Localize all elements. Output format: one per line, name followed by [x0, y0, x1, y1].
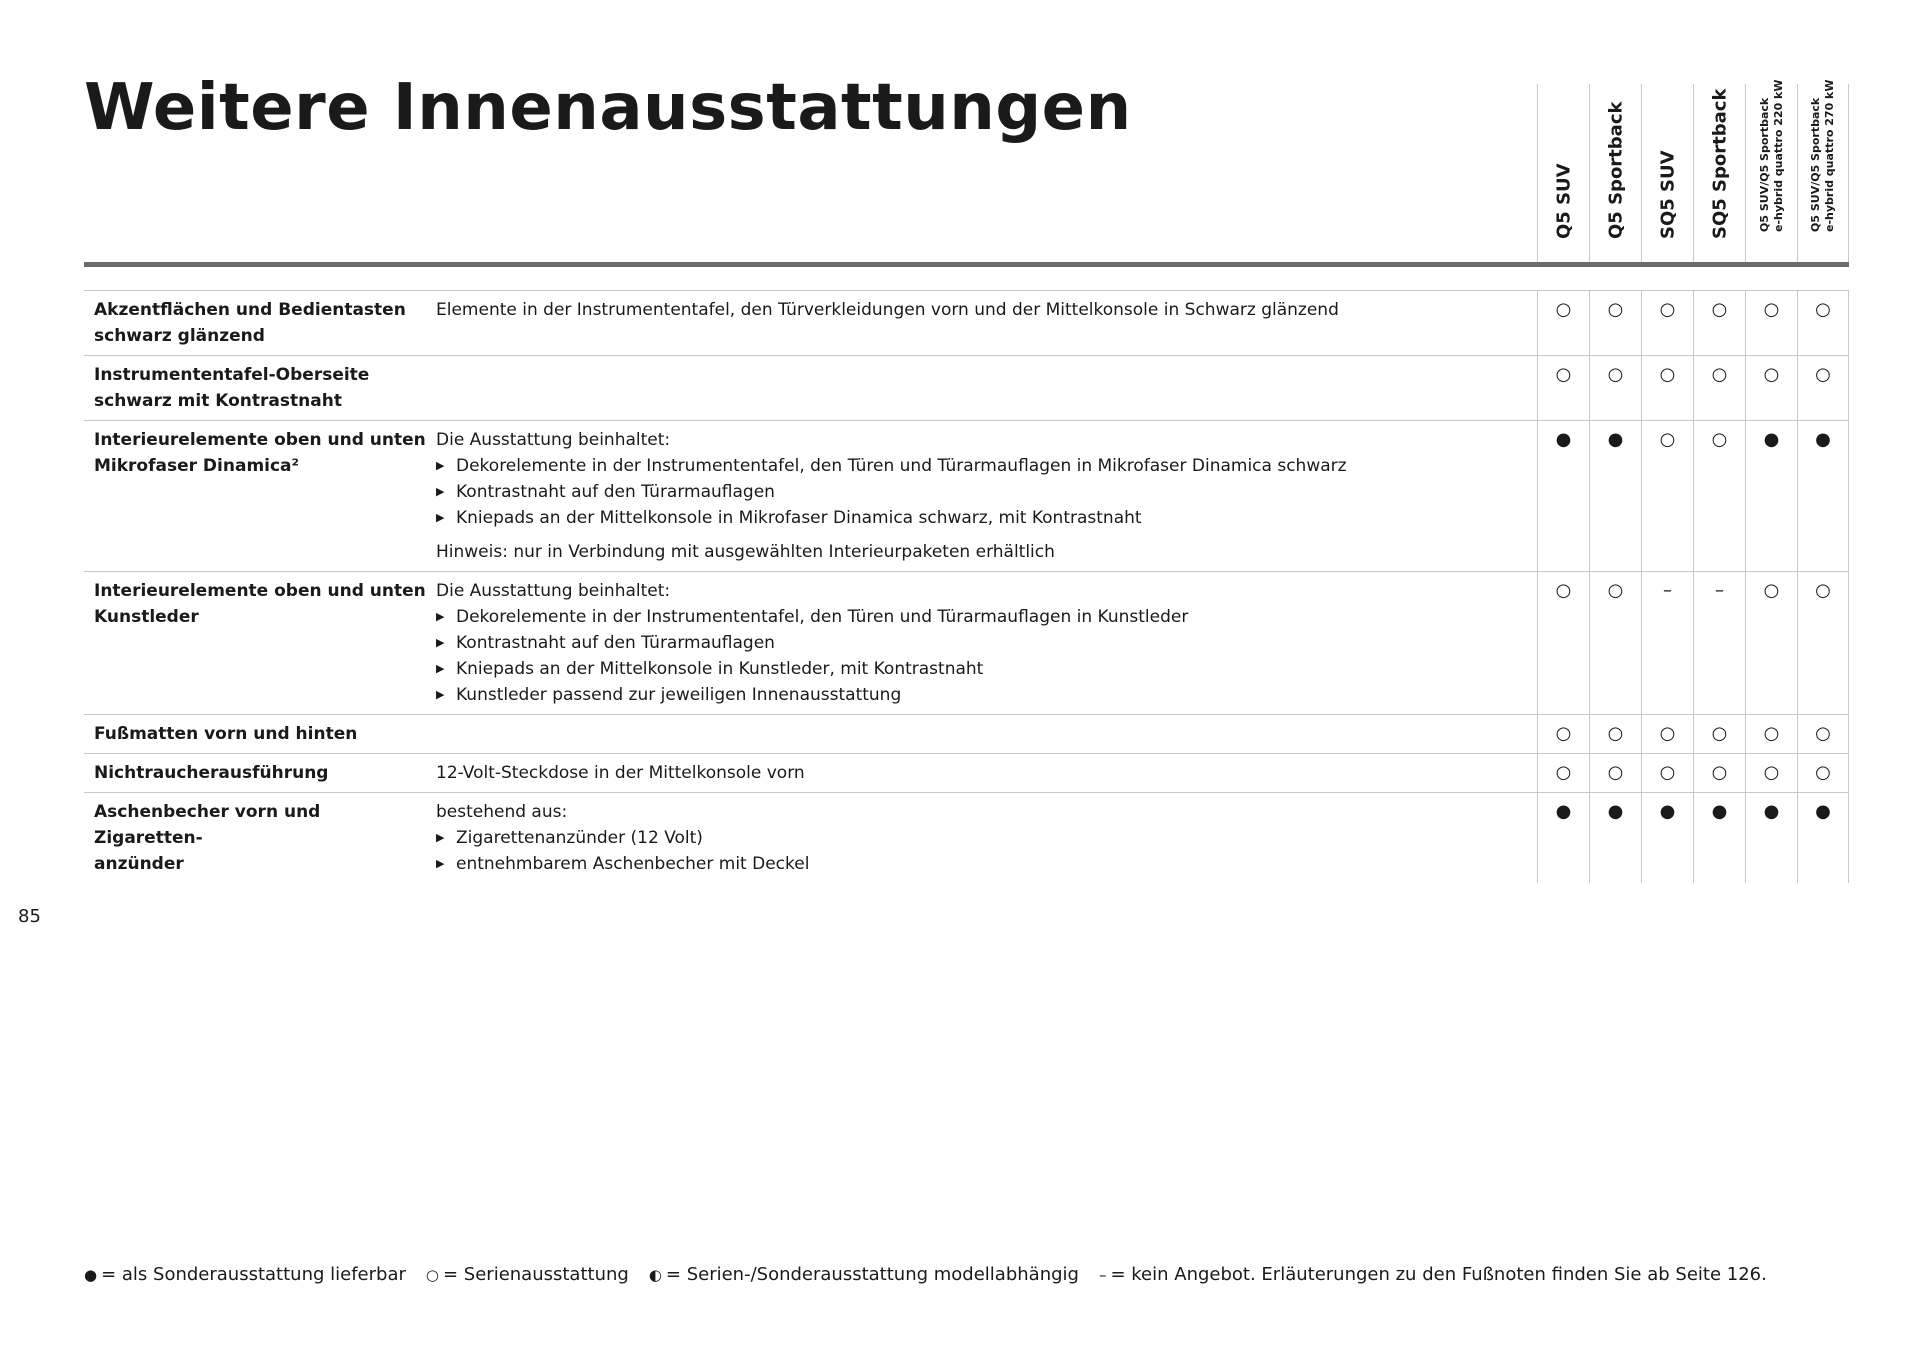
availability-mark: – — [1641, 572, 1693, 714]
availability-mark: ○ — [1745, 291, 1797, 355]
bullet-item — [436, 630, 1531, 656]
legend-text: = als Sonderausstattung lieferbar — [101, 1264, 406, 1285]
availability-mark: ○ — [1589, 715, 1641, 753]
bullet-triangle-icon: ▶ — [436, 662, 445, 675]
feature-description — [436, 421, 1537, 571]
availability-mark: ● — [1641, 793, 1693, 883]
availability-mark: – — [1693, 572, 1745, 714]
legend-symbol-icon: ● — [84, 1265, 98, 1284]
bullet-text: Dekorelemente in der Instrumententafel, den Türen und Türarmauflagen in Kunstleder — [456, 607, 1189, 627]
feature-description — [436, 356, 1537, 420]
column-header — [1797, 79, 1849, 266]
table-row — [84, 420, 1849, 571]
availability-mark: ○ — [1589, 754, 1641, 792]
availability-mark: ○ — [1641, 291, 1693, 355]
bullet-text: Kontrastnaht auf den Türarmauflagen — [456, 482, 775, 502]
feature-description — [436, 572, 1537, 714]
availability-mark: ● — [1797, 793, 1849, 883]
availability-mark: ○ — [1797, 572, 1849, 714]
bullet-item — [436, 453, 1531, 479]
feature-name-line: Interieurelemente oben und unten — [94, 430, 426, 450]
availability-marks — [1537, 715, 1849, 753]
bullet-triangle-icon: ▶ — [436, 688, 445, 701]
legend-symbol-icon: – — [1098, 1265, 1107, 1284]
bullet-item — [436, 505, 1531, 531]
description-intro: bestehend aus: — [436, 802, 568, 822]
feature-name-line: Interieurelemente oben und unten — [94, 581, 426, 601]
bullet-item — [436, 656, 1531, 682]
bullet-text: Zigarettenanzünder (12 Volt) — [456, 828, 703, 848]
availability-mark: ○ — [1797, 356, 1849, 420]
feature-name-line: Akzentflächen und Bedientasten — [94, 300, 406, 320]
feature-name — [84, 421, 436, 571]
availability-mark: ● — [1745, 421, 1797, 571]
feature-name-line: Instrumententafel-Oberseite — [94, 365, 370, 385]
column-header-line: Q5 Sportback — [1605, 101, 1626, 239]
feature-name — [84, 291, 436, 355]
availability-mark: ○ — [1693, 291, 1745, 355]
column-header-label — [1758, 80, 1786, 233]
feature-name-line: schwarz mit Kontrastnaht — [94, 391, 342, 411]
bullet-item — [436, 851, 1531, 877]
availability-mark: ○ — [1641, 421, 1693, 571]
feature-name-line: anzünder — [94, 854, 184, 874]
availability-mark: ○ — [1537, 754, 1589, 792]
bullet-triangle-icon: ▶ — [436, 485, 445, 498]
availability-mark: ○ — [1589, 356, 1641, 420]
availability-mark: ● — [1797, 421, 1849, 571]
bullet-text: Dekorelemente in der Instrumententafel, den Türen und Türarmauflagen in Mikrofaser Dinamica schwarz — [456, 456, 1347, 476]
column-header-line: Q5 SUV/Q5 Sportback — [1757, 97, 1771, 232]
availability-mark: ● — [1745, 793, 1797, 883]
column-header-line: SQ5 Sportback — [1709, 88, 1730, 239]
bullet-item — [436, 479, 1531, 505]
bullet-triangle-icon: ▶ — [436, 511, 445, 524]
bullet-text: Kontrastnaht auf den Türarmauflagen — [456, 633, 775, 653]
feature-name-line: schwarz glänzend — [94, 326, 265, 346]
column-header-line: e-hybrid quattro 220 kW — [1771, 79, 1785, 232]
availability-marks — [1537, 754, 1849, 792]
description-intro: Die Ausstattung beinhaltet: — [436, 581, 671, 601]
availability-mark: ○ — [1641, 754, 1693, 792]
column-header-line: Q5 SUV/Q5 Sportback — [1809, 97, 1822, 232]
availability-mark: ● — [1693, 793, 1745, 883]
column-header — [1589, 84, 1641, 266]
bullet-text: Kniepads an der Mittelkonsole in Kunstleder, mit Kontrastnaht — [456, 659, 984, 679]
feature-description — [436, 715, 1537, 753]
availability-mark: ○ — [1745, 572, 1797, 714]
availability-marks — [1537, 572, 1849, 714]
column-header-label — [1657, 150, 1678, 239]
availability-mark: ○ — [1693, 754, 1745, 792]
table-row — [84, 571, 1849, 714]
column-header — [1537, 84, 1589, 266]
bullet-item — [436, 682, 1531, 708]
bullet-text: entnehmbarem Aschenbecher mit Deckel — [456, 854, 810, 874]
availability-marks — [1537, 793, 1849, 883]
availability-mark: ○ — [1693, 421, 1745, 571]
table-row — [84, 753, 1849, 792]
bullet-triangle-icon: ▶ — [436, 857, 445, 870]
legend — [84, 1264, 1787, 1285]
bullet-triangle-icon: ▶ — [436, 610, 445, 623]
availability-marks — [1537, 291, 1849, 355]
availability-marks — [1537, 356, 1849, 420]
availability-mark: ○ — [1745, 715, 1797, 753]
availability-mark: ○ — [1537, 291, 1589, 355]
feature-description — [436, 793, 1537, 883]
availability-mark: ○ — [1797, 715, 1849, 753]
feature-name-line: Mikrofaser Dinamica² — [94, 456, 299, 476]
availability-mark: ○ — [1537, 356, 1589, 420]
legend-symbol-icon: ◐ — [648, 1265, 662, 1284]
availability-marks — [1537, 421, 1849, 571]
column-header-label — [1605, 102, 1626, 239]
column-header — [1745, 79, 1797, 266]
availability-mark: ● — [1589, 421, 1641, 571]
column-header — [1693, 84, 1745, 266]
column-header-label — [1809, 80, 1837, 233]
page-number: 85 — [18, 906, 41, 927]
equipment-table — [84, 290, 1849, 883]
feature-name-line: Fußmatten vorn und hinten — [94, 724, 358, 744]
bullet-triangle-icon: ▶ — [436, 831, 445, 844]
bullet-text: Kunstleder passend zur jeweiligen Innenausstattung — [456, 685, 902, 705]
bullet-text: Kniepads an der Mittelkonsole in Mikrofaser Dinamica schwarz, mit Kontrastnaht — [456, 508, 1142, 528]
availability-mark: ○ — [1745, 754, 1797, 792]
availability-mark: ○ — [1537, 715, 1589, 753]
availability-mark: ● — [1537, 793, 1589, 883]
column-header-label — [1709, 89, 1730, 239]
availability-mark: ○ — [1537, 572, 1589, 714]
description-intro: 12-Volt-Steckdose in der Mittelkonsole vorn — [436, 763, 805, 783]
availability-mark: ○ — [1693, 715, 1745, 753]
feature-name — [84, 715, 436, 753]
feature-name — [84, 754, 436, 792]
availability-mark: ● — [1589, 793, 1641, 883]
feature-name — [84, 356, 436, 420]
table-row — [84, 355, 1849, 420]
availability-mark: ○ — [1797, 291, 1849, 355]
legend-symbol-icon: ○ — [425, 1265, 439, 1284]
bullet-triangle-icon: ▶ — [436, 636, 445, 649]
description-intro: Die Ausstattung beinhaltet: — [436, 430, 671, 450]
availability-mark: ○ — [1641, 715, 1693, 753]
page-title: Weitere Innenausstattungen — [84, 71, 1132, 145]
table-row — [84, 290, 1849, 355]
availability-mark: ○ — [1589, 572, 1641, 714]
feature-description — [436, 754, 1537, 792]
column-header-line: SQ5 SUV — [1657, 150, 1678, 239]
legend-item — [426, 1264, 629, 1285]
legend-text: = Serienausstattung — [442, 1264, 629, 1285]
table-row — [84, 792, 1849, 883]
legend-text: = Serien-/Sonderausstattung modellabhängig — [665, 1264, 1079, 1285]
bullet-triangle-icon: ▶ — [436, 459, 445, 472]
legend-item — [649, 1264, 1079, 1285]
feature-name-line: Aschenbecher vorn und Zigaretten- — [94, 802, 321, 848]
feature-name — [84, 793, 436, 883]
availability-mark: ○ — [1693, 356, 1745, 420]
bullet-item — [436, 604, 1531, 630]
description-intro: Elemente in der Instrumententafel, den Türverkleidungen vorn und der Mittelkonsole in Schwarz glänzend — [436, 300, 1339, 320]
legend-item — [1099, 1264, 1767, 1285]
header-divider — [84, 262, 1849, 267]
legend-text: = kein Angebot. Erläuterungen zu den Fußnoten finden Sie ab Seite 126. — [1110, 1264, 1767, 1285]
column-header — [1641, 84, 1693, 266]
column-header-line: Q5 SUV — [1553, 163, 1574, 239]
availability-mark: ○ — [1641, 356, 1693, 420]
feature-description — [436, 291, 1537, 355]
availability-mark: ○ — [1589, 291, 1641, 355]
table-row — [84, 714, 1849, 753]
availability-mark: ○ — [1797, 754, 1849, 792]
column-header-row — [1537, 79, 1849, 266]
bullet-item — [436, 825, 1531, 851]
availability-mark: ○ — [1745, 356, 1797, 420]
column-header-line: e-hybrid quattro 270 kW — [1823, 79, 1836, 232]
feature-name — [84, 572, 436, 714]
feature-name-line: Kunstleder — [94, 607, 199, 627]
legend-item — [84, 1264, 406, 1285]
description-note: Hinweis: nur in Verbindung mit ausgewählten Interieurpaketen erhältlich — [436, 542, 1055, 562]
column-header-label — [1553, 163, 1574, 239]
feature-name-line: Nichtraucherausführung — [94, 763, 329, 783]
availability-mark: ● — [1537, 421, 1589, 571]
